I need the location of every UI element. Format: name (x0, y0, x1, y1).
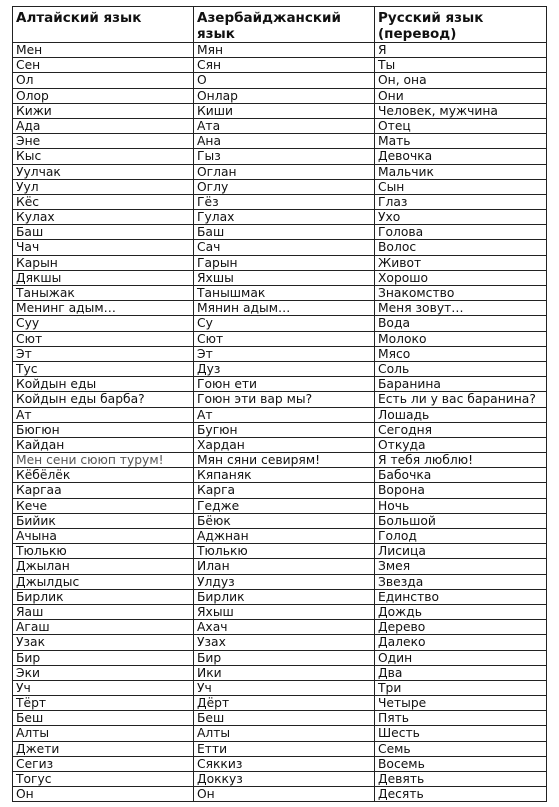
altai-cell: Кайдан (13, 437, 194, 452)
altai-cell: Эки (13, 665, 194, 680)
azerbaijani-cell: Доккуз (194, 772, 375, 787)
azerbaijani-cell: Гыз (194, 149, 375, 164)
russian-cell: Два (375, 665, 547, 680)
altai-cell: Бирлик (13, 589, 194, 604)
table-row (13, 498, 547, 513)
altai-cell: Сегиз (13, 756, 194, 771)
table-row (13, 635, 547, 650)
altai-cell: Джылдыс (13, 574, 194, 589)
table-row (13, 43, 547, 58)
russian-cell: Девять (375, 772, 547, 787)
azerbaijani-cell: Яхшы (194, 270, 375, 285)
azerbaijani-cell: Етти (194, 741, 375, 756)
russian-cell: Вода (375, 316, 547, 331)
azerbaijani-cell: Ана (194, 134, 375, 149)
table-row (13, 772, 547, 787)
altai-cell: Сют (13, 331, 194, 346)
azerbaijani-cell: Ахач (194, 620, 375, 635)
table-row (13, 620, 547, 635)
altai-cell: Ат (13, 407, 194, 422)
table-row (13, 665, 547, 680)
table-row (13, 392, 547, 407)
table-row (13, 468, 547, 483)
russian-cell: Есть ли у вас баранина? (375, 392, 547, 407)
altai-cell: Кёс (13, 194, 194, 209)
altai-cell: Бир (13, 650, 194, 665)
azerbaijani-cell: Гоюн ети (194, 377, 375, 392)
russian-cell: Хорошо (375, 270, 547, 285)
altai-cell: Ачына (13, 529, 194, 544)
altai-cell: Эт (13, 346, 194, 361)
table-row (13, 73, 547, 88)
table-row (13, 756, 547, 771)
azerbaijani-cell: Бир (194, 650, 375, 665)
russian-cell: Змея (375, 559, 547, 574)
table-row (13, 589, 547, 604)
azerbaijani-cell: Беш (194, 711, 375, 726)
russian-cell: Бабочка (375, 468, 547, 483)
header-altai: Алтайский язык (13, 7, 194, 43)
table-row (13, 134, 547, 149)
russian-cell: Шесть (375, 726, 547, 741)
russian-cell: Ночь (375, 498, 547, 513)
table-row (13, 255, 547, 270)
azerbaijani-cell: Ат (194, 407, 375, 422)
table-row (13, 453, 547, 468)
azerbaijani-cell: Дёрт (194, 696, 375, 711)
altai-cell: Эне (13, 134, 194, 149)
azerbaijani-cell: Ата (194, 118, 375, 133)
russian-cell: Ты (375, 58, 547, 73)
azerbaijani-cell: Улдуз (194, 574, 375, 589)
azerbaijani-cell: Сач (194, 240, 375, 255)
table-row (13, 377, 547, 392)
russian-cell: Сын (375, 179, 547, 194)
azerbaijani-cell: Тюлькю (194, 544, 375, 559)
table-row (13, 179, 547, 194)
azerbaijani-cell: Он (194, 787, 375, 802)
azerbaijani-cell: Оглу (194, 179, 375, 194)
russian-cell: Соль (375, 361, 547, 376)
table-header (13, 7, 547, 43)
altai-cell: Уулчак (13, 164, 194, 179)
table-row (13, 301, 547, 316)
russian-cell: Баранина (375, 377, 547, 392)
table-body (13, 43, 547, 802)
azerbaijani-cell: Онлар (194, 88, 375, 103)
russian-cell: Пять (375, 711, 547, 726)
table-row (13, 225, 547, 240)
russian-cell: Большой (375, 513, 547, 528)
azerbaijani-cell: Бугюн (194, 422, 375, 437)
azerbaijani-cell: Сяккиз (194, 756, 375, 771)
russian-cell: Десять (375, 787, 547, 802)
russian-cell: Лошадь (375, 407, 547, 422)
azerbaijani-cell: Бирлик (194, 589, 375, 604)
altai-cell: Тогус (13, 772, 194, 787)
russian-cell: Дерево (375, 620, 547, 635)
altai-cell: Бийик (13, 513, 194, 528)
azerbaijani-cell: Киши (194, 103, 375, 118)
azerbaijani-cell: Мянин адым… (194, 301, 375, 316)
altai-cell: Мен (13, 43, 194, 58)
russian-cell: Отец (375, 118, 547, 133)
altai-cell: Джети (13, 741, 194, 756)
altai-cell: Койдын еды (13, 377, 194, 392)
table-row (13, 604, 547, 619)
azerbaijani-cell: Гедже (194, 498, 375, 513)
russian-cell: Молоко (375, 331, 547, 346)
russian-cell: Откуда (375, 437, 547, 452)
altai-cell: Узак (13, 635, 194, 650)
azerbaijani-cell: Баш (194, 225, 375, 240)
russian-cell: Голод (375, 529, 547, 544)
table-row (13, 58, 547, 73)
russian-cell: Он, она (375, 73, 547, 88)
russian-cell: Единство (375, 589, 547, 604)
table-row (13, 650, 547, 665)
russian-cell: Мальчик (375, 164, 547, 179)
table-row (13, 331, 547, 346)
russian-cell: Сегодня (375, 422, 547, 437)
azerbaijani-cell: Уч (194, 680, 375, 695)
table-row (13, 316, 547, 331)
azerbaijani-cell: Эт (194, 346, 375, 361)
azerbaijani-cell: Гарын (194, 255, 375, 270)
russian-cell: Волос (375, 240, 547, 255)
table-row (13, 88, 547, 103)
altai-cell: Кыс (13, 149, 194, 164)
altai-cell: Дякшы (13, 270, 194, 285)
altai-cell: Менинг адым… (13, 301, 194, 316)
altai-cell: Кижи (13, 103, 194, 118)
altai-cell: Чач (13, 240, 194, 255)
russian-cell: Я тебя люблю! (375, 453, 547, 468)
table-row (13, 346, 547, 361)
azerbaijani-cell: Сют (194, 331, 375, 346)
altai-cell: Джылан (13, 559, 194, 574)
russian-cell: Они (375, 88, 547, 103)
table-row (13, 240, 547, 255)
table-row (13, 711, 547, 726)
russian-cell: Лисица (375, 544, 547, 559)
altai-cell: Таныжак (13, 286, 194, 301)
azerbaijani-cell: Узах (194, 635, 375, 650)
header-russian: Русский язык (перевод) (375, 7, 547, 43)
table-row (13, 726, 547, 741)
azerbaijani-cell: Сян (194, 58, 375, 73)
russian-cell: Девочка (375, 149, 547, 164)
altai-cell: Беш (13, 711, 194, 726)
table-row (13, 103, 547, 118)
table-row (13, 422, 547, 437)
russian-cell: Знакомство (375, 286, 547, 301)
table-row (13, 680, 547, 695)
azerbaijani-cell: Бёюк (194, 513, 375, 528)
table-row (13, 559, 547, 574)
azerbaijani-cell: Гулах (194, 210, 375, 225)
altai-cell: Алты (13, 726, 194, 741)
table-row (13, 574, 547, 589)
altai-cell: Тюлькю (13, 544, 194, 559)
altai-cell: Агаш (13, 620, 194, 635)
altai-cell: Кече (13, 498, 194, 513)
russian-cell: Четыре (375, 696, 547, 711)
russian-cell: Человек, мужчина (375, 103, 547, 118)
table-row (13, 437, 547, 452)
russian-cell: Я (375, 43, 547, 58)
russian-cell: Живот (375, 255, 547, 270)
table-row (13, 210, 547, 225)
vocabulary-table (12, 6, 547, 802)
altai-cell: Яаш (13, 604, 194, 619)
russian-cell: Восемь (375, 756, 547, 771)
altai-cell: Тус (13, 361, 194, 376)
altai-cell: Койдын еды барба? (13, 392, 194, 407)
altai-cell: Кулах (13, 210, 194, 225)
azerbaijani-cell: Мян (194, 43, 375, 58)
azerbaijani-cell: Оглан (194, 164, 375, 179)
altai-cell: Сен (13, 58, 194, 73)
russian-cell: Семь (375, 741, 547, 756)
azerbaijani-cell: Ики (194, 665, 375, 680)
altai-cell: Уч (13, 680, 194, 695)
russian-cell: Мясо (375, 346, 547, 361)
altai-cell: Баш (13, 225, 194, 240)
altai-cell: Уул (13, 179, 194, 194)
table-row (13, 544, 547, 559)
table-row (13, 483, 547, 498)
altai-cell: Кёбёлёк (13, 468, 194, 483)
table-row (13, 149, 547, 164)
altai-cell: Он (13, 787, 194, 802)
azerbaijani-cell: Танышмак (194, 286, 375, 301)
table-row (13, 361, 547, 376)
russian-cell: Дождь (375, 604, 547, 619)
russian-cell: Мать (375, 134, 547, 149)
table-row (13, 118, 547, 133)
altai-cell: Мен сени сююп турум! (13, 453, 194, 468)
table-row (13, 741, 547, 756)
altai-cell: Суу (13, 316, 194, 331)
russian-cell: Звезда (375, 574, 547, 589)
table-row (13, 270, 547, 285)
azerbaijani-cell: Гоюн эти вар мы? (194, 392, 375, 407)
russian-cell: Один (375, 650, 547, 665)
table-row (13, 194, 547, 209)
russian-cell: Меня зовут… (375, 301, 547, 316)
altai-cell: Олор (13, 88, 194, 103)
header-row (13, 7, 547, 43)
russian-cell: Голова (375, 225, 547, 240)
russian-cell: Ворона (375, 483, 547, 498)
azerbaijani-cell: Кяпаняк (194, 468, 375, 483)
azerbaijani-cell: Мян сяни севирям! (194, 453, 375, 468)
table-row (13, 529, 547, 544)
russian-cell: Далеко (375, 635, 547, 650)
altai-cell: Карын (13, 255, 194, 270)
table-row (13, 164, 547, 179)
russian-cell: Ухо (375, 210, 547, 225)
altai-cell: Ол (13, 73, 194, 88)
azerbaijani-cell: Дуз (194, 361, 375, 376)
table-row (13, 513, 547, 528)
altai-cell: Тёрт (13, 696, 194, 711)
table-row (13, 286, 547, 301)
table-row (13, 696, 547, 711)
header-azerbaijani: Азербайджанский язык (194, 7, 375, 43)
russian-cell: Глаз (375, 194, 547, 209)
altai-cell: Бюгюн (13, 422, 194, 437)
azerbaijani-cell: О (194, 73, 375, 88)
azerbaijani-cell: Су (194, 316, 375, 331)
altai-cell: Каргаа (13, 483, 194, 498)
azerbaijani-cell: Яхыш (194, 604, 375, 619)
azerbaijani-cell: Илан (194, 559, 375, 574)
russian-cell: Три (375, 680, 547, 695)
azerbaijani-cell: Гёз (194, 194, 375, 209)
table-row (13, 407, 547, 422)
azerbaijani-cell: Алты (194, 726, 375, 741)
azerbaijani-cell: Хардан (194, 437, 375, 452)
altai-cell: Ада (13, 118, 194, 133)
table-row (13, 787, 547, 802)
azerbaijani-cell: Аджнан (194, 529, 375, 544)
azerbaijani-cell: Карга (194, 483, 375, 498)
